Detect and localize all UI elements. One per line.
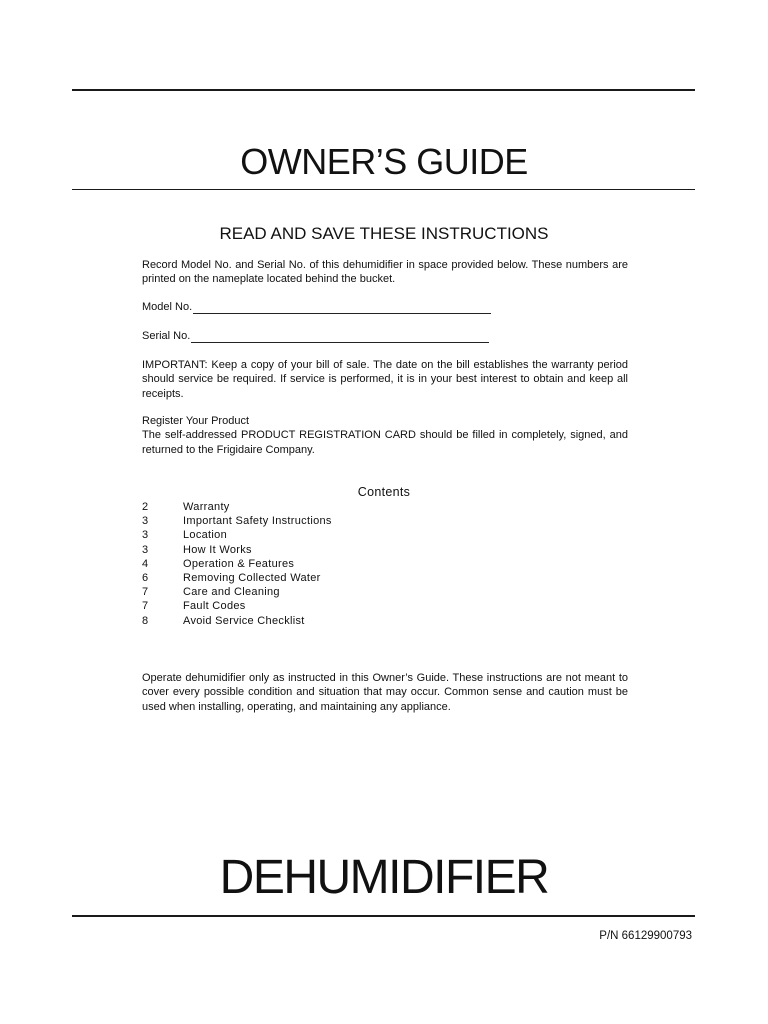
contents-item	[142, 585, 542, 599]
contents-list	[142, 500, 542, 628]
contents-entry-title: Important Safety Instructions	[183, 515, 332, 528]
page-title: OWNER’S GUIDE	[240, 141, 528, 182]
operate-paragraph: Operate dehumidifier only as instructed in this Owner’s Guide. These instructions are not meant to cover every possible condition and situation that may occur. Common sense and caution must be used when installing, operating, and maintaining any appliance.	[142, 672, 628, 713]
register-paragraph: The self-addressed PRODUCT REGISTRATION CARD should be filled in completely, signed, and returned to the Frigidaire Company.	[142, 429, 628, 456]
contents-item	[142, 543, 542, 557]
title-rule	[72, 189, 695, 190]
contents-page-number: 6	[142, 572, 149, 585]
important-paragraph: IMPORTANT: Keep a copy of your bill of sale. The date on the bill establishes the warranty period should service be required. If service is performed, it is in your best interest to obtain and keep all receipts.	[142, 359, 628, 400]
contents-page-number: 4	[142, 557, 149, 570]
register-heading: Register Your Product	[142, 415, 250, 427]
contents-page-number: 3	[142, 515, 149, 528]
top-rule	[72, 89, 695, 91]
record-numbers-paragraph: Record Model No. and Serial No. of this dehumidifier in space provided below. These numbers are printed on the nameplate located behind the bucket.	[142, 259, 628, 286]
instructions-heading: READ AND SAVE THESE INSTRUCTIONS	[219, 224, 549, 243]
product-name: DEHUMIDIFIER	[219, 851, 549, 904]
contents-entry-title: Warranty	[183, 501, 230, 513]
model-number-field	[142, 300, 628, 314]
contents-item	[142, 528, 542, 542]
contents-heading: Contents	[357, 485, 411, 499]
contents-item	[142, 614, 542, 628]
contents-page-number: 3	[142, 543, 149, 556]
serial-number-field	[142, 329, 628, 343]
serial-number-blank-line	[191, 331, 489, 343]
contents-page-number: 7	[142, 586, 149, 599]
contents-entry-title: How It Works	[183, 543, 252, 556]
contents-page-number: 7	[142, 600, 149, 613]
contents-page-number: 8	[142, 614, 149, 627]
contents-entry-title: Operation & Features	[183, 557, 295, 570]
model-number-blank-line	[193, 302, 491, 314]
contents-page-number: 3	[142, 529, 149, 542]
contents-entry-title: Care and Cleaning	[183, 586, 280, 599]
contents-page-number: 2	[142, 501, 149, 513]
part-number: P/N 66129900793	[599, 930, 692, 942]
contents-item	[142, 500, 542, 514]
model-number-label: Model No.	[142, 301, 193, 313]
serial-number-label: Serial No.	[142, 330, 191, 342]
contents-item	[142, 557, 542, 571]
contents-item	[142, 599, 542, 613]
contents-entry-title: Avoid Service Checklist	[183, 614, 305, 627]
contents-entry-title: Location	[183, 529, 227, 542]
register-section	[142, 414, 628, 457]
bottom-rule	[72, 915, 695, 917]
contents-entry-title: Fault Codes	[183, 600, 246, 613]
contents-entry-title: Removing Collected Water	[183, 572, 321, 585]
contents-item	[142, 571, 542, 585]
contents-item	[142, 514, 542, 528]
